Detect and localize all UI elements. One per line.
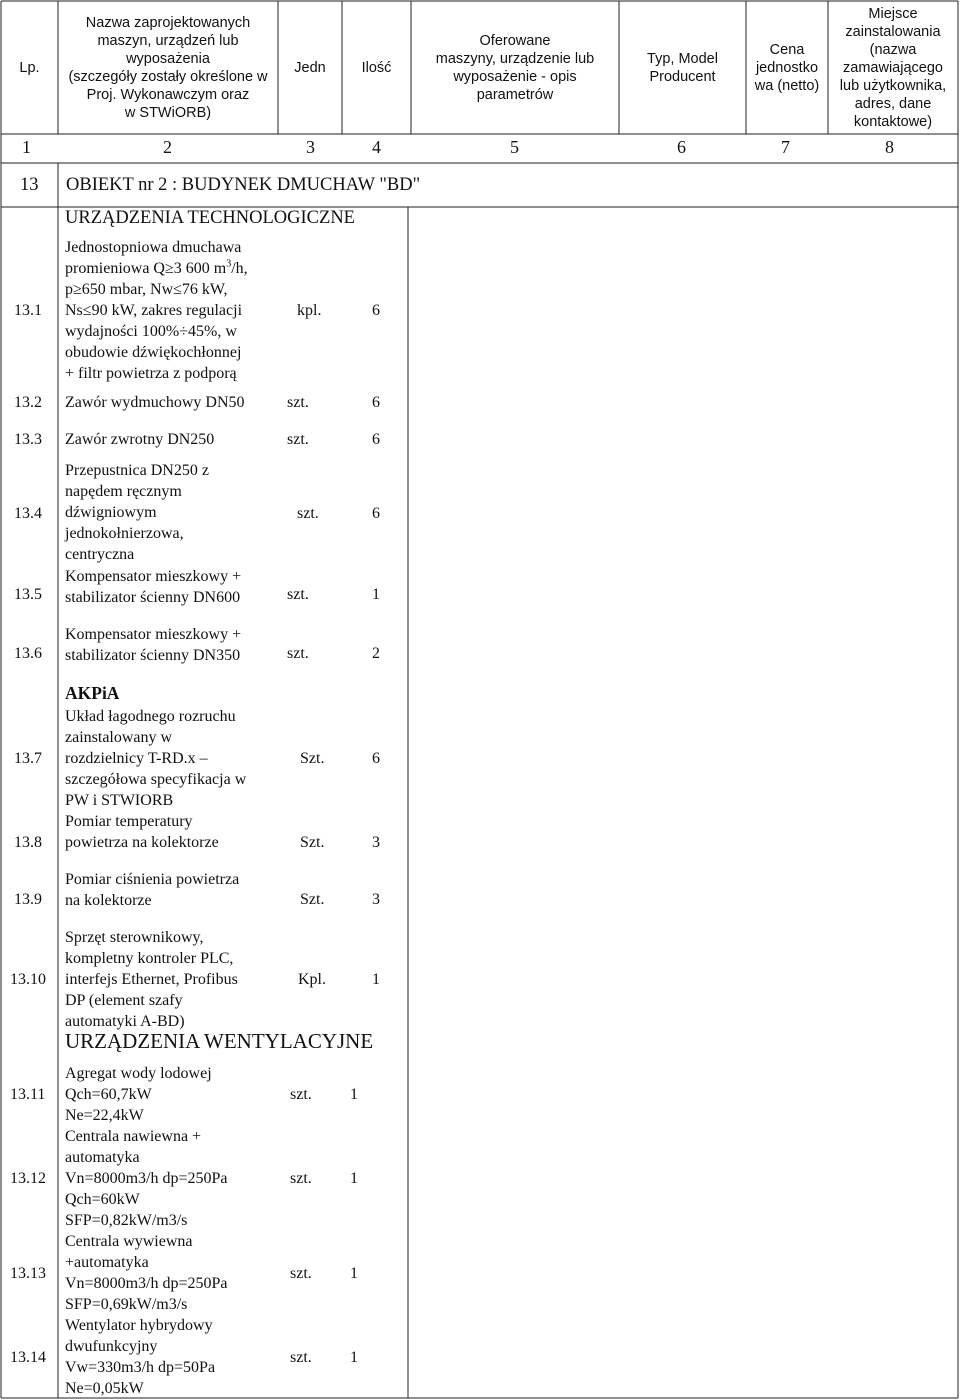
group-heading-wentylacyjne: URZĄDZENIA WENTYLACYJNE	[65, 1029, 374, 1053]
group-heading-technologiczne: URZĄDZENIA TECHNOLOGICZNE	[65, 208, 355, 228]
row-lp: 13.8	[14, 834, 42, 851]
row-qty: 6	[372, 505, 380, 522]
row-qty: 6	[372, 394, 380, 411]
row-unit: szt.	[287, 431, 309, 448]
header-jedn: Jedn	[294, 59, 326, 76]
column-number-1: 1	[22, 137, 31, 157]
column-number-4: 4	[372, 137, 381, 157]
row-unit: Szt.	[300, 891, 325, 908]
row-name: Agregat wody lodowej Qch=60,7kW Ne=22,4kW	[65, 1065, 212, 1124]
row-qty: 6	[372, 302, 380, 319]
header-oferowane: Oferowane maszyny, urządzenie lub wyposażenie - opis parametrów	[435, 32, 595, 103]
row-lp: 13.9	[14, 891, 42, 908]
column-number-5: 5	[510, 137, 519, 157]
row-qty: 1	[350, 1086, 358, 1103]
row-qty: 3	[372, 891, 380, 908]
row-name: Sprzęt sterownikowy, kompletny kontroler PLC, interfejs Ethernet, Profibus DP (element szafy automatyki A-BD)	[65, 929, 238, 1030]
row-name: Kompensator mieszkowy + stabilizator ścienny DN600	[65, 568, 242, 606]
row-qty: 1	[372, 971, 380, 988]
row-unit: Kpl.	[298, 971, 326, 988]
column-number-8: 8	[885, 137, 894, 157]
row-lp: 13.6	[14, 645, 42, 662]
row-unit: kpl.	[297, 302, 322, 319]
row-unit: Szt.	[300, 750, 325, 767]
row-name: Zawór wydmuchowy DN50	[65, 394, 245, 411]
row-lp: 13.1	[14, 302, 42, 319]
row-qty: 2	[372, 645, 380, 662]
row-qty: 1	[350, 1265, 358, 1282]
header-miejsce: Miejsce zainstalowania (nazwa zamawiającego lub użytkownika, adres, dane kontaktowe)	[839, 5, 947, 130]
row-lp: 13.2	[14, 394, 42, 411]
row-qty: 1	[350, 1349, 358, 1366]
row-qty: 6	[372, 750, 380, 767]
column-number-6: 6	[677, 137, 686, 157]
row-qty: 1	[350, 1170, 358, 1187]
row-lp: 13.3	[14, 431, 42, 448]
row-unit: szt.	[290, 1086, 312, 1103]
row-name: Pomiar ciśnienia powietrza na kolektorze	[65, 871, 240, 909]
row-name: Pomiar temperatury powietrza na kolektorze	[65, 813, 219, 851]
row-qty: 3	[372, 834, 380, 851]
row-lp: 13.12	[10, 1170, 46, 1187]
header-lp: Lp.	[19, 59, 40, 76]
row-qty: 6	[372, 431, 380, 448]
column-number-7: 7	[781, 137, 790, 157]
header-nazwa: Nazwa zaprojektowanych maszyn, urządzeń lub wyposażenia (szczegóły zostały określone w Proj. Wykonawczym oraz w STWiORB)	[68, 14, 268, 121]
row-name: Układ łagodnego rozruchu zainstalowany w rozdzielnicy T-RD.x – szczegółowa specyfikacja w PW i STWIORB	[65, 708, 247, 809]
group-heading-akpia: AKPiA	[65, 683, 120, 703]
row-unit: szt.	[290, 1349, 312, 1366]
header-ilosc: Ilość	[361, 59, 392, 76]
row-lp: 13.7	[14, 750, 42, 767]
row-name: Zawór zwrotny DN250	[65, 431, 215, 448]
row-lp: 13.4	[14, 505, 42, 522]
header-cena: Cena jednostko wa (netto)	[754, 41, 820, 94]
row-unit: szt.	[287, 394, 309, 411]
row-name: Przepustnica DN250 z napędem ręcznym dźwigniowym jednokołnierzowa, centryczna	[65, 462, 209, 563]
row-name: Wentylator hybrydowy dwufunkcyjny Vw=330m3/h dp=50Pa Ne=0,05kW	[65, 1317, 216, 1397]
row-lp: 13.13	[10, 1265, 46, 1282]
row-lp: 13.14	[10, 1349, 46, 1366]
row-unit: szt.	[287, 645, 309, 662]
row-name: Kompensator mieszkowy + stabilizator ścienny DN350	[65, 626, 242, 664]
row-unit: szt.	[287, 586, 309, 603]
row-qty: 1	[372, 586, 380, 603]
section-title: OBIEKT nr 2 : BUDYNEK DMUCHAW "BD"	[66, 175, 421, 195]
row-lp: 13.5	[14, 586, 42, 603]
row-unit: szt.	[290, 1265, 312, 1282]
row-lp: 13.11	[10, 1086, 46, 1103]
row-name: Centrala wywiewna +automatyka Vn=8000m3/h dp=250Pa SFP=0,69kW/m3/s	[65, 1233, 228, 1313]
column-number-2: 2	[163, 137, 172, 157]
row-unit: Szt.	[300, 834, 325, 851]
row-lp: 13.10	[10, 971, 46, 988]
row-name: Centrala nawiewna + automatyka Vn=8000m3/h dp=250Pa Qch=60kW SFP=0,82kW/m3/s	[65, 1128, 228, 1229]
row-name: Jednostopniowa dmuchawa promieniowa Q≥3 600 $m^3/h$, p≥650 mbar, Nw≤76 kW, Ns≤90 kW, zakres regulacji wydajności 100%÷45%, w obudowie dźwiękochłonnej + filtr powietrza z podporą	[65, 239, 248, 382]
section-lp: 13	[20, 175, 39, 195]
row-unit: szt.	[297, 505, 319, 522]
row-unit: szt.	[290, 1170, 312, 1187]
column-number-3: 3	[306, 137, 315, 157]
header-typ: Typ, Model Producent	[647, 50, 718, 85]
